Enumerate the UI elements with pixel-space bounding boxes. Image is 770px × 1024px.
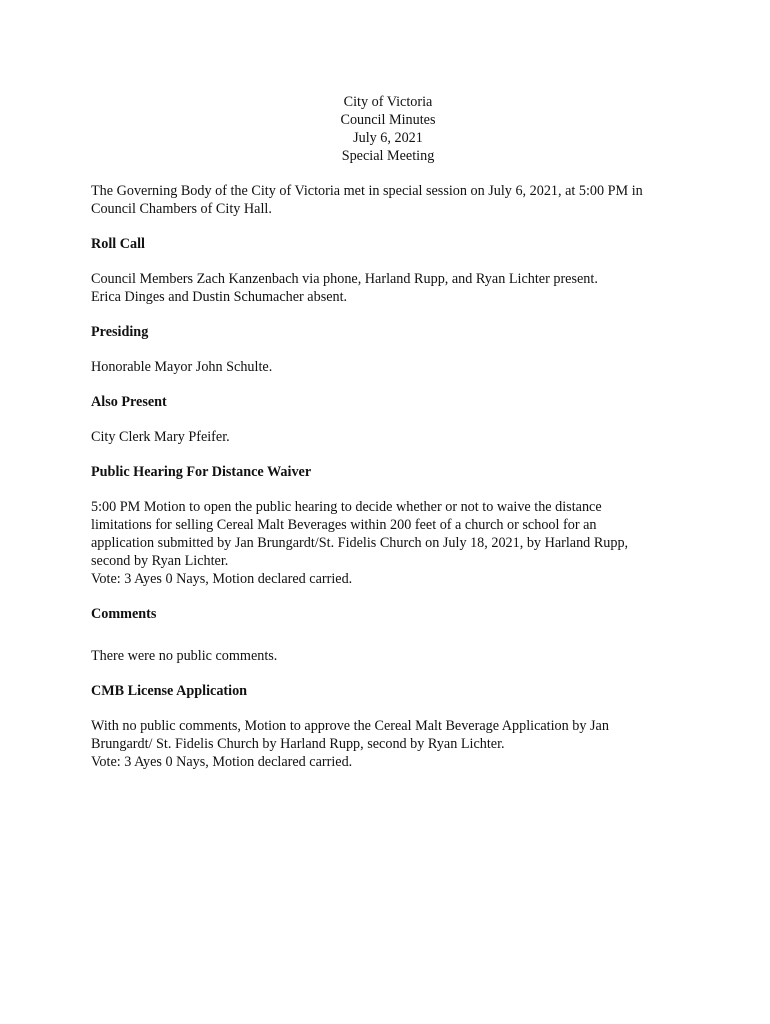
presiding-text: Honorable Mayor John Schulte. bbox=[91, 359, 273, 375]
document-type: Council Minutes bbox=[340, 112, 436, 128]
meeting-date: July 6, 2021 bbox=[353, 130, 423, 146]
public-hearing-heading: Public Hearing For Distance Waiver bbox=[91, 464, 312, 480]
document-header bbox=[85, 93, 691, 165]
cmb-license-line-2: Brungardt/ St. Fidelis Church by Harland Rupp, second by Ryan Lichter. bbox=[91, 736, 505, 752]
presiding-heading: Presiding bbox=[91, 324, 149, 340]
roll-call-line-2: Erica Dinges and Dustin Schumacher absent. bbox=[91, 289, 348, 305]
minutes-page bbox=[91, 93, 691, 788]
public-hearing-line-3: application submitted by Jan Brungardt/St. Fidelis Church on July 18, 2021, by Harland Rupp, bbox=[91, 535, 629, 551]
public-hearing-line-2: limitations for selling Cereal Malt Beverages within 200 feet of a church or school for an bbox=[91, 517, 597, 533]
also-present-text: City Clerk Mary Pfeifer. bbox=[91, 429, 230, 445]
public-hearing-paragraph bbox=[91, 498, 691, 588]
roll-call-line-1: Council Members Zach Kanzenbach via phone, Harland Rupp, and Ryan Lichter present. bbox=[91, 271, 598, 287]
roll-call-paragraph bbox=[91, 270, 691, 306]
intro-paragraph bbox=[91, 182, 691, 218]
city-name: City of Victoria bbox=[343, 94, 433, 110]
intro-line-2: Council Chambers of City Hall. bbox=[91, 201, 272, 217]
cmb-license-vote: Vote: 3 Ayes 0 Nays, Motion declared carried. bbox=[91, 754, 353, 770]
comments-text: There were no public comments. bbox=[91, 648, 278, 664]
cmb-license-line-1: With no public comments, Motion to approve the Cereal Malt Beverage Application by Jan bbox=[91, 718, 609, 734]
cmb-license-paragraph bbox=[91, 717, 691, 771]
comments-heading: Comments bbox=[91, 606, 157, 622]
also-present-heading: Also Present bbox=[91, 394, 167, 410]
cmb-license-heading: CMB License Application bbox=[91, 683, 248, 699]
public-hearing-vote: Vote: 3 Ayes 0 Nays, Motion declared carried. bbox=[91, 571, 353, 587]
meeting-type: Special Meeting bbox=[341, 148, 435, 164]
public-hearing-line-1: 5:00 PM Motion to open the public hearing to decide whether or not to waive the distance bbox=[91, 499, 602, 515]
roll-call-heading: Roll Call bbox=[91, 236, 145, 252]
intro-line-1: The Governing Body of the City of Victoria met in special session on July 6, 2021, at 5:00 PM in bbox=[91, 183, 643, 199]
public-hearing-line-4: second by Ryan Lichter. bbox=[91, 553, 229, 569]
